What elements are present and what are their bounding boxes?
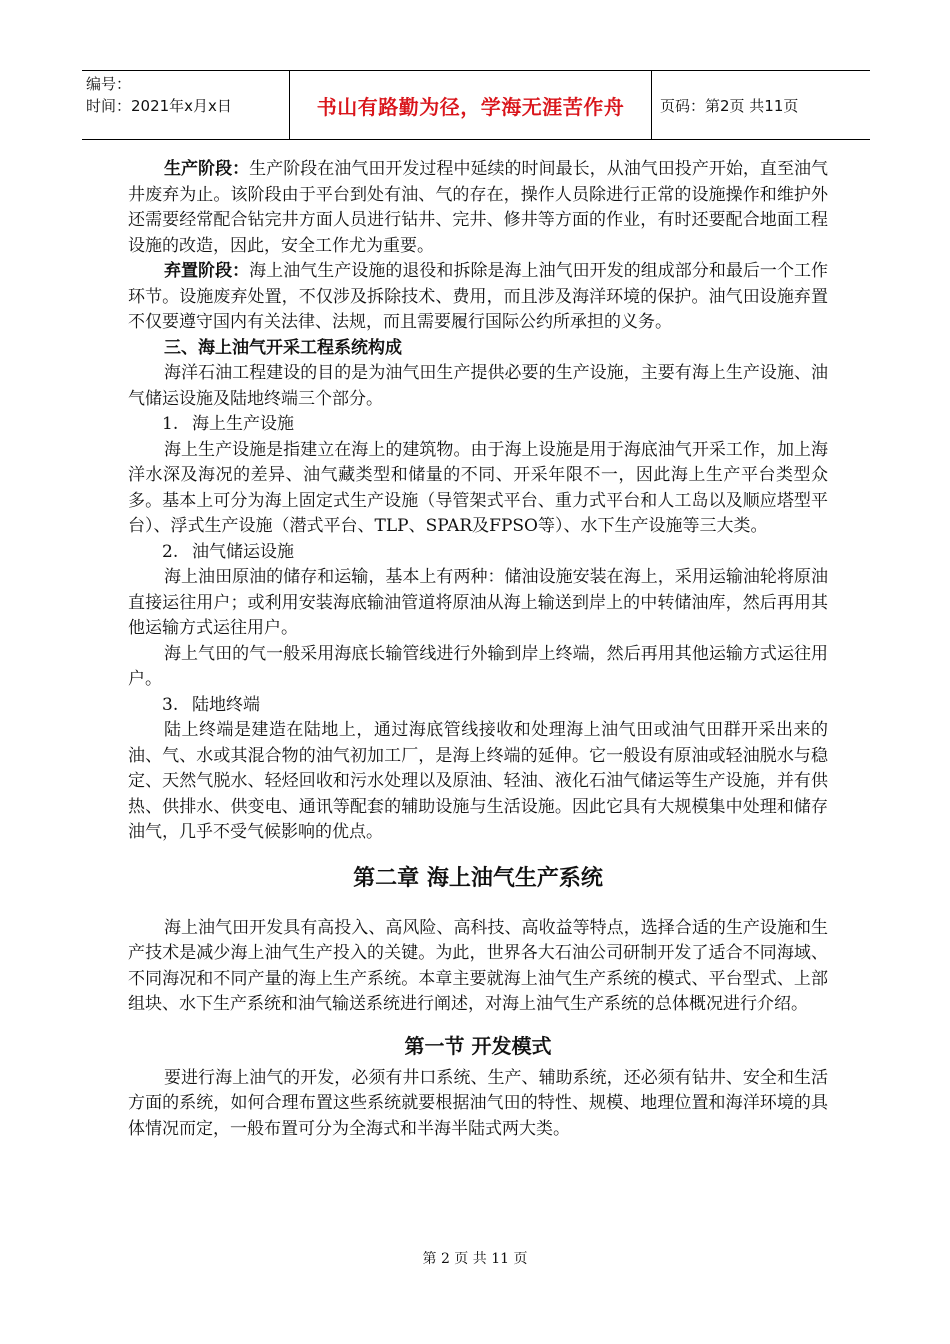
section-heading-3: 三、海上油气开采工程系统构成	[164, 337, 402, 358]
paragraph-onshore-terminal: 陆上终端是建造在陆地上，通过海底管线接收和处理海上油气田或油气田群开采出来的油、气、水或其混合物的油气初加工厂，是海上终端的延伸。它一般设有原油或轻油脱水与稳定、天然气脱水、轻烃回收和污水处理以及原油、轻油、液化石油气储运等生产设施，并有供热、供排水、供变电、通讯等配套的辅助设施与生活设施。因此它具有大规模集中处理和储存油气，几乎不受气候影响的优点。	[128, 720, 828, 842]
list-item-2-number: 2.	[162, 541, 179, 562]
header-meta	[82, 71, 290, 139]
page-footer: 第 2 页 共 11 页	[422, 1251, 528, 1267]
header-date-label: 时间：2021年x月x日	[86, 97, 232, 115]
paragraph-chapter-intro: 海上油气田开发具有高投入、高风险、高科技、高收益等特点，选择合适的生产设施和生产技术是减少海上油气生产投入的关键。为此，世界各大石油公司研制开发了适合不同海域、不同海况和不同产量的海上生产系统。本章主要就海上油气生产系统的模式、平台型式、上部组块、水下生产系统和油气输送系统进行阐述，对海上油气生产系统的总体概况进行介绍。	[128, 917, 828, 1014]
list-item-1-number: 1.	[162, 414, 179, 434]
paragraph-production-stage	[128, 157, 828, 259]
list-item-1	[128, 412, 828, 438]
header-motto: 书山有路勤为径，学海无涯苦作舟	[290, 71, 652, 139]
abandonment-stage-text: 海上油气生产设施的退役和拆除是海上油气田开发的组成部分和最后一个工作环节。设施废弃处置，不仅涉及拆除技术、费用，而且涉及海洋环境的保护。油气田设施弃置不仅要遵守国内有关法律、法规，而且需要履行国际公约所承担的义务。	[128, 261, 829, 332]
list-item-3-number: 3.	[162, 694, 179, 715]
paragraph-oil-storage: 海上油田原油的储存和运输，基本上有两种：储油设施安装在海上，采用运输油轮将原油直接运往用户；或利用安装海底输油管道将原油从海上输送到岸上的中转储油库，然后再用其他运输方式运往用户。	[128, 567, 828, 638]
production-stage-text: 生产阶段在油气田开发过程中延续的时间最长，从油气田投产开始，直至油气井废弃为止。该阶段由于平台到处有油、气的存在，操作人员除进行正常的设施操作和维护外还需要经常配合钻完井方面人员进行钻井、完井、修井等方面的作业，有时还要配合地面工程设施的改造，因此，安全工作尤为重要。	[128, 159, 829, 256]
section-title: 第一节 开发模式	[404, 1033, 552, 1058]
abandonment-stage-label: 弃置阶段：	[164, 261, 250, 281]
chapter-title: 第二章 海上油气生产系统	[353, 865, 603, 891]
list-item-2-title: 油气储运设施	[192, 541, 294, 562]
paragraph-abandonment-stage	[128, 259, 828, 336]
header-id-label: 编号：	[86, 75, 132, 93]
list-item-1-title: 海上生产设施	[192, 414, 294, 434]
header-page-label: 页码：第2页 共11页	[660, 96, 799, 115]
list-item-3-title: 陆地终端	[192, 694, 260, 715]
paragraph-gas-transport: 海上气田的气一般采用海底长输管线进行外输到岸上终端，然后再用其他运输方式运往用户。	[128, 643, 828, 689]
production-stage-label: 生产阶段：	[164, 159, 250, 179]
page-header	[82, 70, 870, 140]
document-body	[128, 157, 828, 1142]
paragraph-system-intro: 海洋石油工程建设的目的是为油气田生产提供必要的生产设施，主要有海上生产设施、油气储运设施及陆地终端三个部分。	[128, 363, 828, 409]
list-item-3	[128, 693, 828, 719]
paragraph-production-facilities: 海上生产设施是指建立在海上的建筑物。由于海上设施是用于海底油气开采工作，加上海洋水深及海况的差异、油气藏类型和储量的不同、开采年限不一，因此海上生产平台类型众多。基本上可分为海上固定式生产设施（导管架式平台、重力式平台和人工岛以及顺应塔型平台）、浮式生产设施（潜式平台、TLP、SPAR及FPSO等）、水下生产设施等三大类。	[128, 439, 828, 536]
paragraph-development-mode: 要进行海上油气的开发，必须有井口系统、生产、辅助系统，还必须有钻井、安全和生活方面的系统，如何合理布置这些系统就要根据油气田的特性、规模、地理位置和海洋环境的具体情况而定，一般布置可分为全海式和半海半陆式两大类。	[128, 1067, 828, 1139]
list-item-2	[128, 540, 828, 566]
